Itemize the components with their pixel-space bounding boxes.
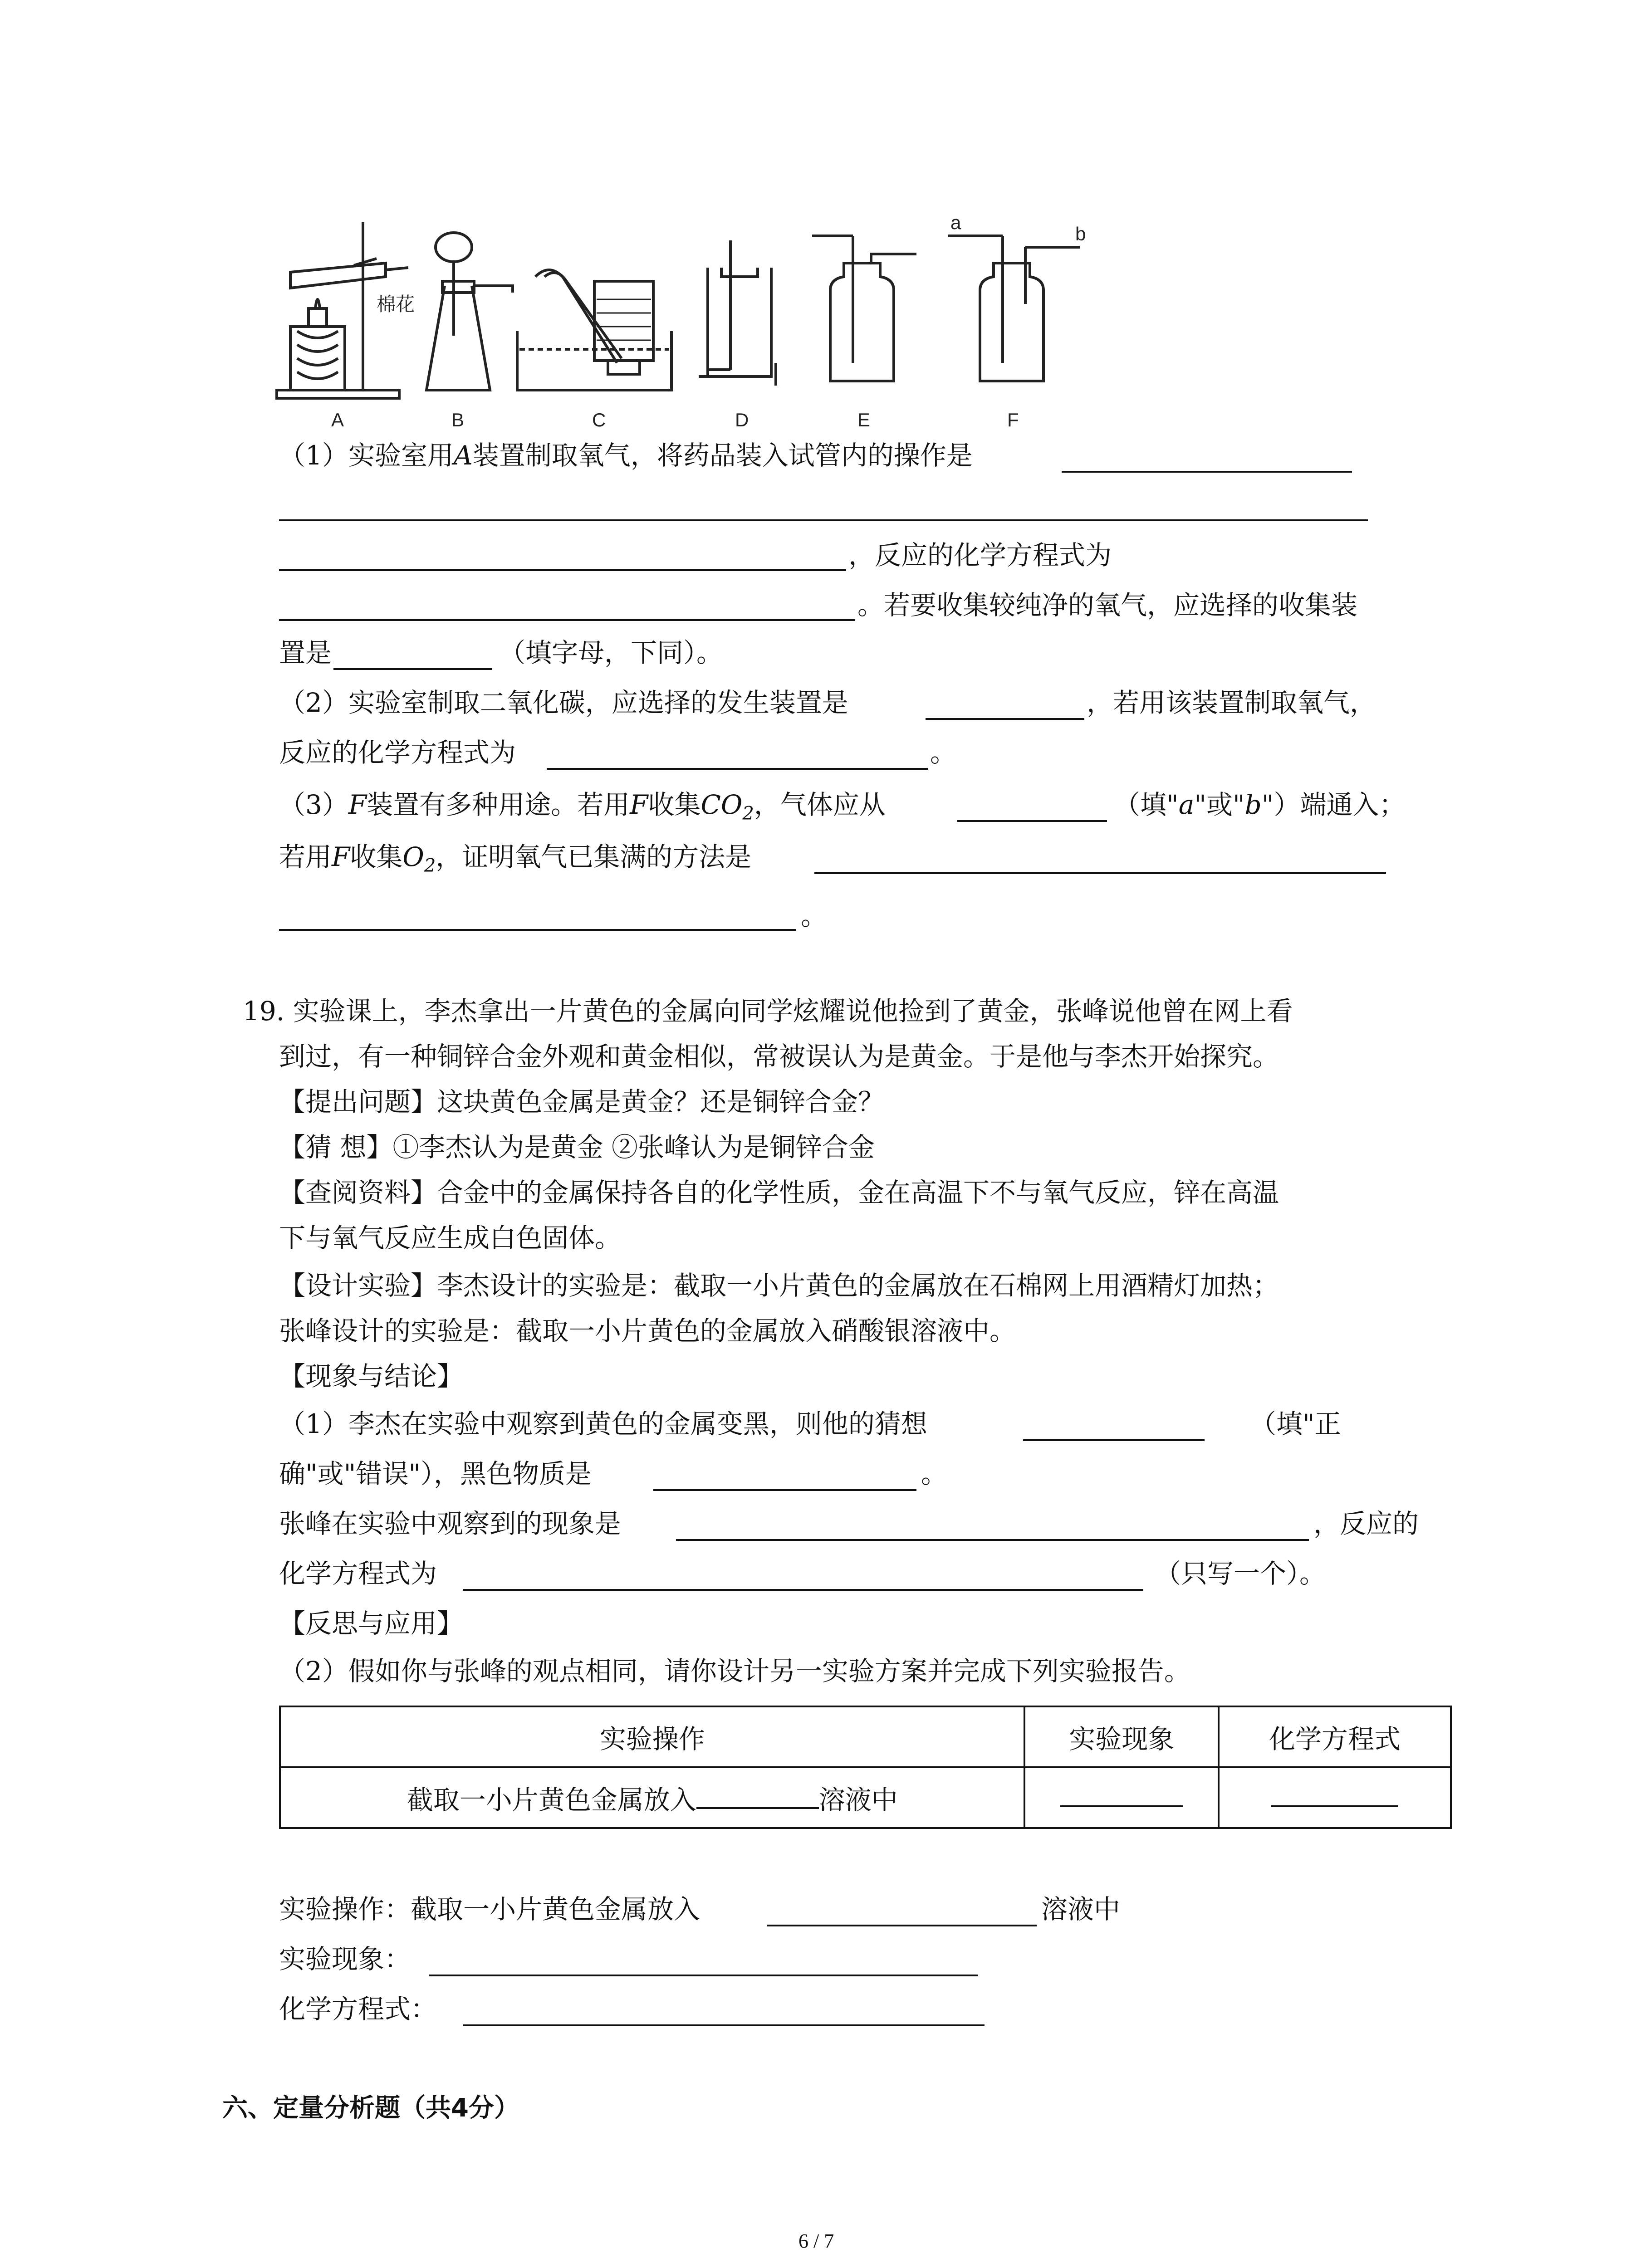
answer-blank[interactable] bbox=[1060, 1782, 1183, 1807]
q18-p3-line1: （3）F装置有多种用途。若用F收集$CO_2$，气体应从 bbox=[279, 789, 886, 824]
answer-blank[interactable] bbox=[653, 1489, 916, 1491]
header-phenomenon: 实验现象 bbox=[1024, 1706, 1219, 1767]
answer-blank[interactable] bbox=[767, 1925, 1037, 1926]
section-six-heading: 六、定量分析题（共4分） bbox=[222, 2093, 519, 2123]
label-c: C bbox=[592, 409, 606, 430]
label-f: F bbox=[1007, 409, 1019, 430]
answer-phenomenon-label: 实验现象： bbox=[279, 1944, 411, 1975]
cell-equation bbox=[1219, 1767, 1451, 1828]
q19-line2: 到过，有一种铜锌合金外观和黄金相似，常被误认为是黄金。于是他与李杰开始探究。 bbox=[279, 1041, 1279, 1072]
q18-p2-line1: （2）实验室制取二氧化碳，应选择的发生装置是 bbox=[279, 687, 848, 718]
answer-blank[interactable] bbox=[429, 1975, 978, 1976]
answer-equation-label: 化学方程式： bbox=[279, 1994, 437, 2024]
q19-p1-line1: （1）李杰在实验中观察到黄色的金属变黑，则他的猜想 bbox=[279, 1408, 927, 1439]
answer-operation-end: 溶液中 bbox=[1041, 1894, 1121, 1925]
label-b: B bbox=[451, 409, 465, 430]
label-e: E bbox=[857, 409, 871, 430]
apparatus-b bbox=[426, 233, 513, 390]
answer-blank[interactable] bbox=[696, 1784, 819, 1809]
cotton-label: 棉花 bbox=[377, 293, 415, 315]
table-header-row bbox=[280, 1706, 1451, 1767]
answer-blank[interactable] bbox=[333, 668, 492, 670]
q19-equation-note: （只写一个）。 bbox=[1155, 1558, 1326, 1589]
apparatus-f bbox=[948, 236, 1080, 381]
answer-blank[interactable] bbox=[279, 619, 855, 621]
q19-reflection-heading: 【反思与应用】 bbox=[279, 1608, 464, 1639]
apparatus-c bbox=[517, 270, 671, 390]
answer-blank[interactable] bbox=[463, 1589, 1143, 1591]
answer-blank[interactable] bbox=[1271, 1782, 1398, 1807]
q19-results-heading: 【现象与结论】 bbox=[279, 1361, 464, 1392]
q18-p2-period: 。 bbox=[930, 737, 957, 768]
q19-p2-prompt: （2）假如你与张峰的观点相同，请你设计另一实验方案并完成下列实验报告。 bbox=[279, 1656, 1190, 1686]
experiment-report-table bbox=[279, 1706, 1452, 1829]
header-equation: 化学方程式 bbox=[1219, 1706, 1451, 1767]
q19-reference-line1: 【查阅资料】合金中的金属保持各自的化学性质，金在高温下不与氧气反应，锌在高温 bbox=[279, 1177, 1279, 1208]
q19-hypothesis: 【猜 想】①李杰认为是黄金 ②张峰认为是铜锌合金 bbox=[279, 1132, 875, 1163]
q18-p1-equation-prompt: ，反应的化学方程式为 bbox=[848, 540, 1112, 571]
q19-p1-line2: 确"或"错误"），黑色物质是 bbox=[279, 1458, 592, 1489]
port-b-label: b bbox=[1075, 223, 1086, 244]
answer-operation-label: 实验操作：截取一小片黄色金属放入 bbox=[279, 1894, 700, 1925]
answer-blank[interactable] bbox=[676, 1539, 1309, 1541]
q19-p1-line1-end: （填"正 bbox=[1250, 1408, 1341, 1439]
q18-p1-line1: （1）实验室用A装置制取氧气，将药品装入试管内的操作是 bbox=[279, 440, 973, 471]
q19-reference-line2: 下与氧气反应生成白色固体。 bbox=[279, 1222, 622, 1253]
page-number: 6 / 7 bbox=[798, 2230, 834, 2252]
q18-p3-period: 。 bbox=[801, 900, 828, 931]
q18-p2-line2: 反应的化学方程式为 bbox=[279, 737, 516, 768]
answer-blank[interactable] bbox=[279, 519, 1368, 521]
header-operation: 实验操作 bbox=[280, 1706, 1024, 1767]
apparatus-diagram bbox=[272, 213, 1452, 440]
q18-p2-line1-end: ，若用该装置制取氧气， bbox=[1087, 687, 1376, 718]
q19-question: 【提出问题】这块黄色金属是黄金？还是铜锌合金？ bbox=[279, 1086, 885, 1117]
answer-blank[interactable] bbox=[814, 872, 1386, 874]
table-row bbox=[280, 1767, 1451, 1828]
q19-design-line1: 【设计实验】李杰设计的实验是：截取一小片黄色的金属放在石棉网上用酒精灯加热； bbox=[279, 1270, 1279, 1301]
q19-equation-line: 化学方程式为 bbox=[279, 1558, 437, 1589]
label-a: A bbox=[331, 409, 344, 430]
q19-p1-period: 。 bbox=[921, 1458, 948, 1489]
answer-blank[interactable] bbox=[279, 569, 846, 571]
label-d: D bbox=[735, 409, 749, 430]
q19-observation-end: ，反应的 bbox=[1313, 1508, 1419, 1539]
answer-blank[interactable] bbox=[547, 768, 928, 770]
q19-observation-line: 张峰在实验中观察到的现象是 bbox=[279, 1508, 622, 1539]
answer-blank[interactable] bbox=[463, 2024, 985, 2026]
cell-operation: 截取一小片黄色金属放入 溶液中 bbox=[280, 1767, 1024, 1828]
q19-line1: 19. 实验课上，李杰拿出一片黄色的金属向同学炫耀说他捡到了黄金，张峰说他曾在网上看 bbox=[243, 996, 1293, 1026]
answer-blank[interactable] bbox=[957, 820, 1107, 822]
cell-phenomenon bbox=[1024, 1767, 1219, 1828]
q19-design-line2: 张峰设计的实验是：截取一小片黄色的金属放入硝酸银溶液中。 bbox=[279, 1315, 1016, 1346]
answer-blank[interactable] bbox=[926, 718, 1084, 720]
answer-blank[interactable] bbox=[1023, 1439, 1205, 1441]
q18-p1-note: （填字母，下同）。 bbox=[499, 637, 723, 668]
q18-p3-line2: 若用F收集$O_2$，证明氧气已集满的方法是 bbox=[279, 841, 752, 876]
port-a-label: a bbox=[950, 213, 961, 233]
q18-p3-line1-end: （填"a"或"b"）端通入； bbox=[1114, 789, 1406, 820]
answer-blank[interactable] bbox=[279, 929, 796, 931]
apparatus-e bbox=[812, 236, 916, 381]
apparatus-d bbox=[699, 240, 776, 386]
q18-p1-collect-prompt: 。若要收集较纯净的氧气，应选择的收集装 bbox=[857, 590, 1358, 621]
answer-blank[interactable] bbox=[1062, 471, 1352, 473]
q18-p1-device-label: 置是 bbox=[279, 637, 332, 668]
